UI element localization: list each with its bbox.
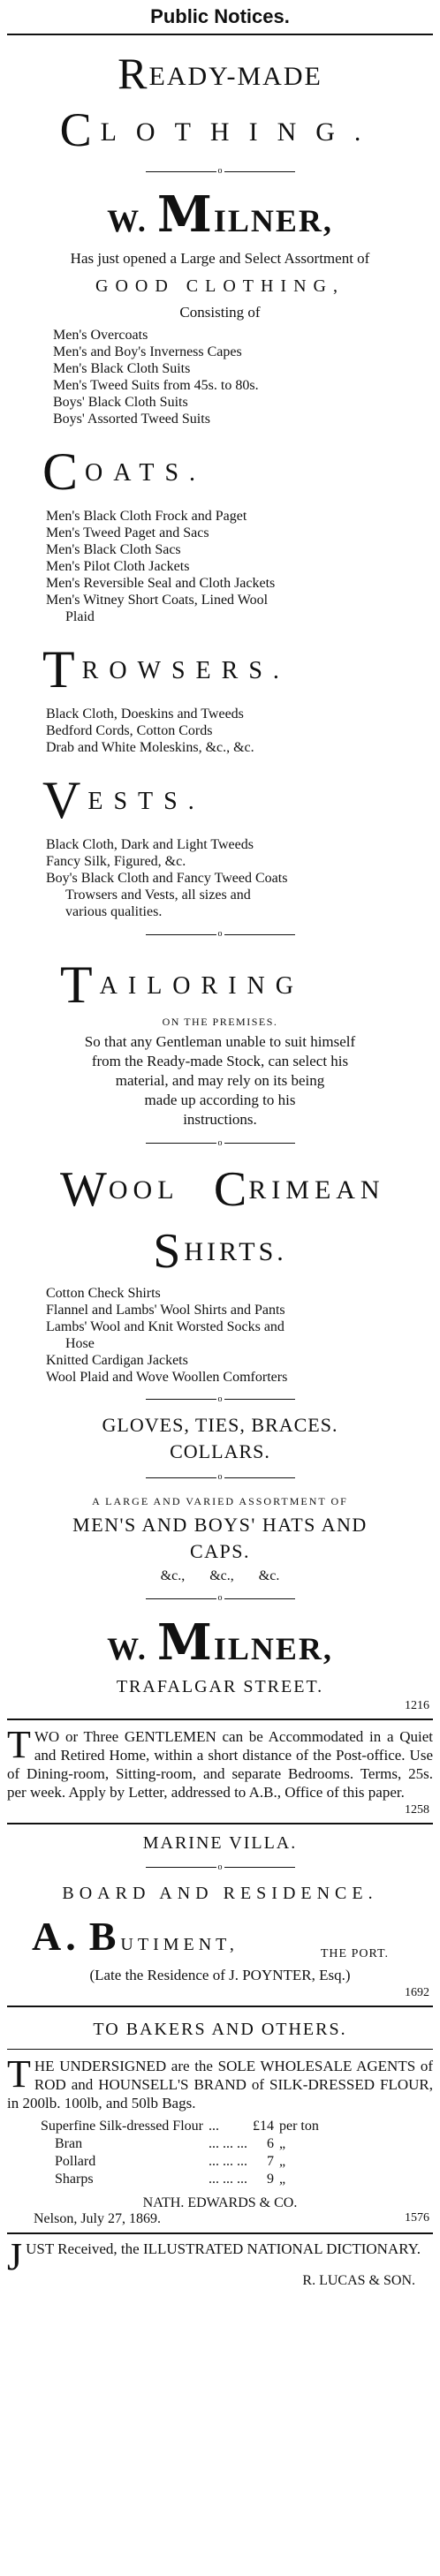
paragraph-line: So that any Gentleman unable to suit himself — [84, 1032, 356, 1050]
wool-crimean-heading — [7, 1161, 433, 1218]
coats-rest: OATS. — [85, 459, 207, 487]
crimean-cap: C — [213, 1161, 249, 1217]
table-row — [41, 2153, 324, 2171]
list-item — [46, 1318, 433, 1352]
premises-line: ON THE PREMISES. — [162, 1015, 278, 1028]
separator: o — [7, 166, 433, 177]
drop-cap: T — [7, 1722, 31, 1766]
list-item-continuation: Hose — [65, 1335, 95, 1351]
trowsers-cap: T — [42, 640, 82, 699]
price-item: Superfine Silk-dressed Flour — [41, 2119, 203, 2134]
port-line: THE PORT. — [320, 1947, 389, 1961]
price-value: 7 — [266, 2154, 274, 2170]
price-unit: per ton — [278, 2119, 319, 2134]
signature-initial: W. — [107, 1630, 148, 1666]
board-residence-heading: BOARD AND RESIDENCE. — [62, 1884, 378, 1904]
dictionary-notice — [7, 2234, 433, 2289]
paragraph-line: instructions. — [183, 1110, 257, 1128]
notice-paragraph — [7, 2235, 433, 2279]
signoff: NATH. EDWARDS & CO. — [142, 2195, 298, 2211]
milner-cap: M — [156, 185, 214, 245]
ad-number: 1692 — [405, 1986, 429, 2000]
signature-cap: M — [156, 1613, 214, 1672]
milner-initial: W. — [107, 203, 148, 239]
list-item: Black Cloth, Doeskins and Tweeds — [46, 706, 244, 722]
list-item — [46, 592, 433, 625]
signature-rest: ILNER, — [213, 1630, 333, 1666]
list-item: Men's Black Cloth Sacs — [46, 542, 181, 558]
clothing-heading — [7, 102, 433, 157]
clothing-cap: C — [59, 103, 101, 156]
etc-line: &c., &c., &c. — [160, 1568, 280, 1584]
marine-villa-title: MARINE VILLA. — [142, 1832, 298, 1853]
milner-signature — [7, 1613, 433, 1672]
separator: o — [7, 1593, 433, 1604]
list-item: Bedford Cords, Cotton Cords — [46, 723, 213, 739]
vests-heading — [7, 770, 433, 831]
price-unit: „ — [278, 2172, 286, 2187]
price-value: £14 — [252, 2119, 274, 2134]
list-item-text: Lambs' Wool and Knit Worsted Socks and — [46, 1318, 284, 1334]
clothing-rest: LOTHING. — [100, 117, 381, 147]
caps-line: CAPS. — [189, 1540, 251, 1563]
intro-line: Has just opened a Large and Select Assortment of — [70, 250, 370, 268]
ad-number: 1216 — [405, 1698, 429, 1712]
ad-number: 1576 — [405, 2211, 429, 2225]
clothing-list — [7, 327, 433, 427]
list-item: Black Cloth, Dark and Light Tweeds — [46, 837, 254, 853]
bakers-title: TO BAKERS AND OTHERS. — [93, 2020, 347, 2040]
list-item — [46, 870, 433, 920]
list-item: Flannel and Lambs' Wool Shirts and Pants — [46, 1302, 285, 1318]
tailoring-rest: AILORING — [99, 971, 304, 1000]
list-item: Men's Black Cloth Frock and Paget — [46, 509, 247, 525]
milner-advertisement — [7, 48, 433, 1713]
separator: o — [7, 1394, 433, 1405]
list-item-continuation: Plaid — [65, 609, 95, 625]
ready-made-heading — [7, 48, 433, 99]
butiment-rest: UTIMENT, — [120, 1935, 239, 1955]
shirts-cap: S — [153, 1223, 185, 1279]
table-row — [41, 2118, 324, 2135]
tailoring-cap: T — [60, 955, 100, 1014]
trowsers-list — [7, 706, 433, 756]
good-clothing-heading: GOOD CLOTHING, — [95, 276, 345, 297]
gentlemen-notice — [7, 1720, 433, 1817]
list-item-text: Men's Witney Short Coats, Lined Wool — [46, 593, 269, 608]
list-item: Men's Overcoats — [53, 328, 148, 344]
list-item: Men's Tweed Suits from 45s. to 80s. — [53, 378, 259, 394]
vests-list — [7, 836, 433, 920]
gloves-line: GLOVES, TIES, BRACES. — [102, 1414, 338, 1437]
notice-text: HE UNDERSIGNED are the SOLE WHOLESALE AGENTS of ROD and HOUNSELL'S BRAND of SILK-DRESSED FLOUR, in 200lb. 100lb, and 50lb Bags. — [7, 2058, 433, 2112]
street-line: TRAFALGAR STREET. — [116, 1676, 324, 1696]
late-residence-line: (Late the Residence of J. POYNTER, Esq.) — [89, 1967, 351, 1984]
title-rule — [7, 34, 433, 35]
butiment-heading — [7, 1913, 433, 1961]
list-item: Cotton Check Shirts — [46, 1285, 161, 1301]
list-item: Drab and White Moleskins, &c., &c. — [46, 740, 254, 756]
hats-line: MEN'S AND BOYS' HATS AND — [72, 1514, 368, 1537]
list-item: Men's Reversible Seal and Cloth Jackets — [46, 576, 276, 592]
page-title: Public Notices. — [150, 5, 290, 27]
assortment-line: A LARGE AND VARIED ASSORTMENT OF — [92, 1495, 348, 1508]
price-unit: „ — [278, 2154, 286, 2170]
marine-villa-notice — [7, 1833, 433, 2000]
tailoring-paragraph — [7, 1032, 433, 1129]
trowsers-heading — [7, 639, 433, 700]
hats-heading — [7, 1512, 433, 1565]
list-item-text: Boy's Black Cloth and Fancy Tweed Coats — [46, 871, 288, 887]
wool-rest: OOL — [108, 1175, 178, 1205]
separator: o — [7, 1138, 433, 1149]
milner-name-heading — [7, 185, 433, 244]
notice-paragraph — [7, 1722, 433, 1802]
bakers-notice — [7, 2020, 433, 2227]
price-value: 9 — [266, 2172, 274, 2187]
table-row — [41, 2135, 324, 2153]
list-item-continuation: various qualities. — [65, 904, 163, 920]
vests-cap: V — [42, 771, 88, 830]
list-item: Wool Plaid and Wove Woollen Comforters — [46, 1369, 288, 1385]
drop-cap: T — [7, 2052, 31, 2096]
price-item: Pollard — [55, 2154, 96, 2170]
price-dots: ... ... ... — [208, 2136, 247, 2152]
butiment-cap: B — [88, 1914, 121, 1960]
ready-made-cap: R — [118, 49, 149, 98]
ad-number: 1258 — [405, 1802, 429, 1817]
list-item: Boys' Assorted Tweed Suits — [53, 412, 210, 427]
drop-cap: J — [7, 2235, 23, 2279]
crimean-rest: RIMEAN — [248, 1175, 385, 1205]
list-item: Boys' Black Cloth Suits — [53, 395, 188, 411]
notice-paragraph — [7, 2052, 433, 2112]
vests-rest: ESTS. — [87, 788, 205, 816]
list-item: Men's and Boy's Inverness Capes — [53, 344, 242, 360]
date-text: Nelson, July 27, 1869. — [34, 2211, 161, 2227]
shirts-list — [7, 1285, 433, 1386]
trowsers-rest: ROWSERS. — [81, 657, 290, 685]
list-item: Men's Pilot Cloth Jackets — [46, 559, 190, 575]
collars-line: COLLARS. — [170, 1440, 270, 1463]
coats-list — [7, 508, 433, 625]
butiment-initial: A. — [32, 1914, 80, 1960]
list-item: Knitted Cardigan Jackets — [46, 1352, 188, 1368]
price-dots: ... — [208, 2119, 219, 2134]
list-item-continuation: Trowsers and Vests, all sizes and — [65, 888, 251, 903]
list-item: Men's Black Cloth Suits — [53, 361, 191, 377]
divider — [7, 2006, 433, 2007]
notice-text: UST Received, the ILLUSTRATED NATIONAL DICTIONARY. — [26, 2240, 421, 2258]
shirts-heading — [7, 1223, 433, 1280]
list-item: Fancy Silk, Figured, &c. — [46, 854, 186, 870]
price-dots: ... ... ... — [208, 2154, 247, 2170]
ready-made-rest: EADY-MADE — [148, 62, 322, 91]
price-item: Sharps — [55, 2172, 94, 2187]
milner-rest: ILNER, — [213, 203, 333, 239]
separator: o — [7, 1862, 433, 1873]
price-item: Bran — [55, 2136, 83, 2152]
paragraph-line: material, and may rely on its being — [115, 1071, 325, 1089]
coats-heading — [7, 442, 433, 502]
wool-cap: W — [60, 1161, 109, 1217]
separator: o — [7, 929, 433, 940]
paragraph-line: made up according to his — [144, 1091, 296, 1108]
divider — [7, 1823, 433, 1824]
notice-text: WO or Three GENTLEMEN can be Accommodated in a Quiet and Retired Home, within a short distance of the Post-office. Use of Dining-room, Sitting-room, and separate Bedrooms. Terms, 25s. per week. Apply by Letter, addressed to A.B., Office of this paper. — [7, 1727, 433, 1801]
list-item: Men's Tweed Paget and Sacs — [46, 525, 209, 541]
coats-cap: C — [42, 442, 86, 502]
signoff: R. LUCAS & SON. — [302, 2273, 415, 2289]
shirts-rest: HIRTS. — [184, 1236, 287, 1266]
date-line — [7, 2211, 433, 2227]
title-rule — [7, 2049, 433, 2050]
tailoring-heading — [7, 955, 433, 1016]
price-table — [41, 2118, 324, 2188]
paragraph-line: from the Ready-made Stock, can select his — [91, 1052, 349, 1069]
price-unit: „ — [278, 2136, 286, 2152]
price-dots: ... ... ... — [208, 2172, 247, 2187]
price-value: 6 — [266, 2136, 274, 2152]
table-row — [41, 2171, 324, 2188]
separator: o — [7, 1472, 433, 1483]
consisting-line: Consisting of — [179, 304, 261, 321]
